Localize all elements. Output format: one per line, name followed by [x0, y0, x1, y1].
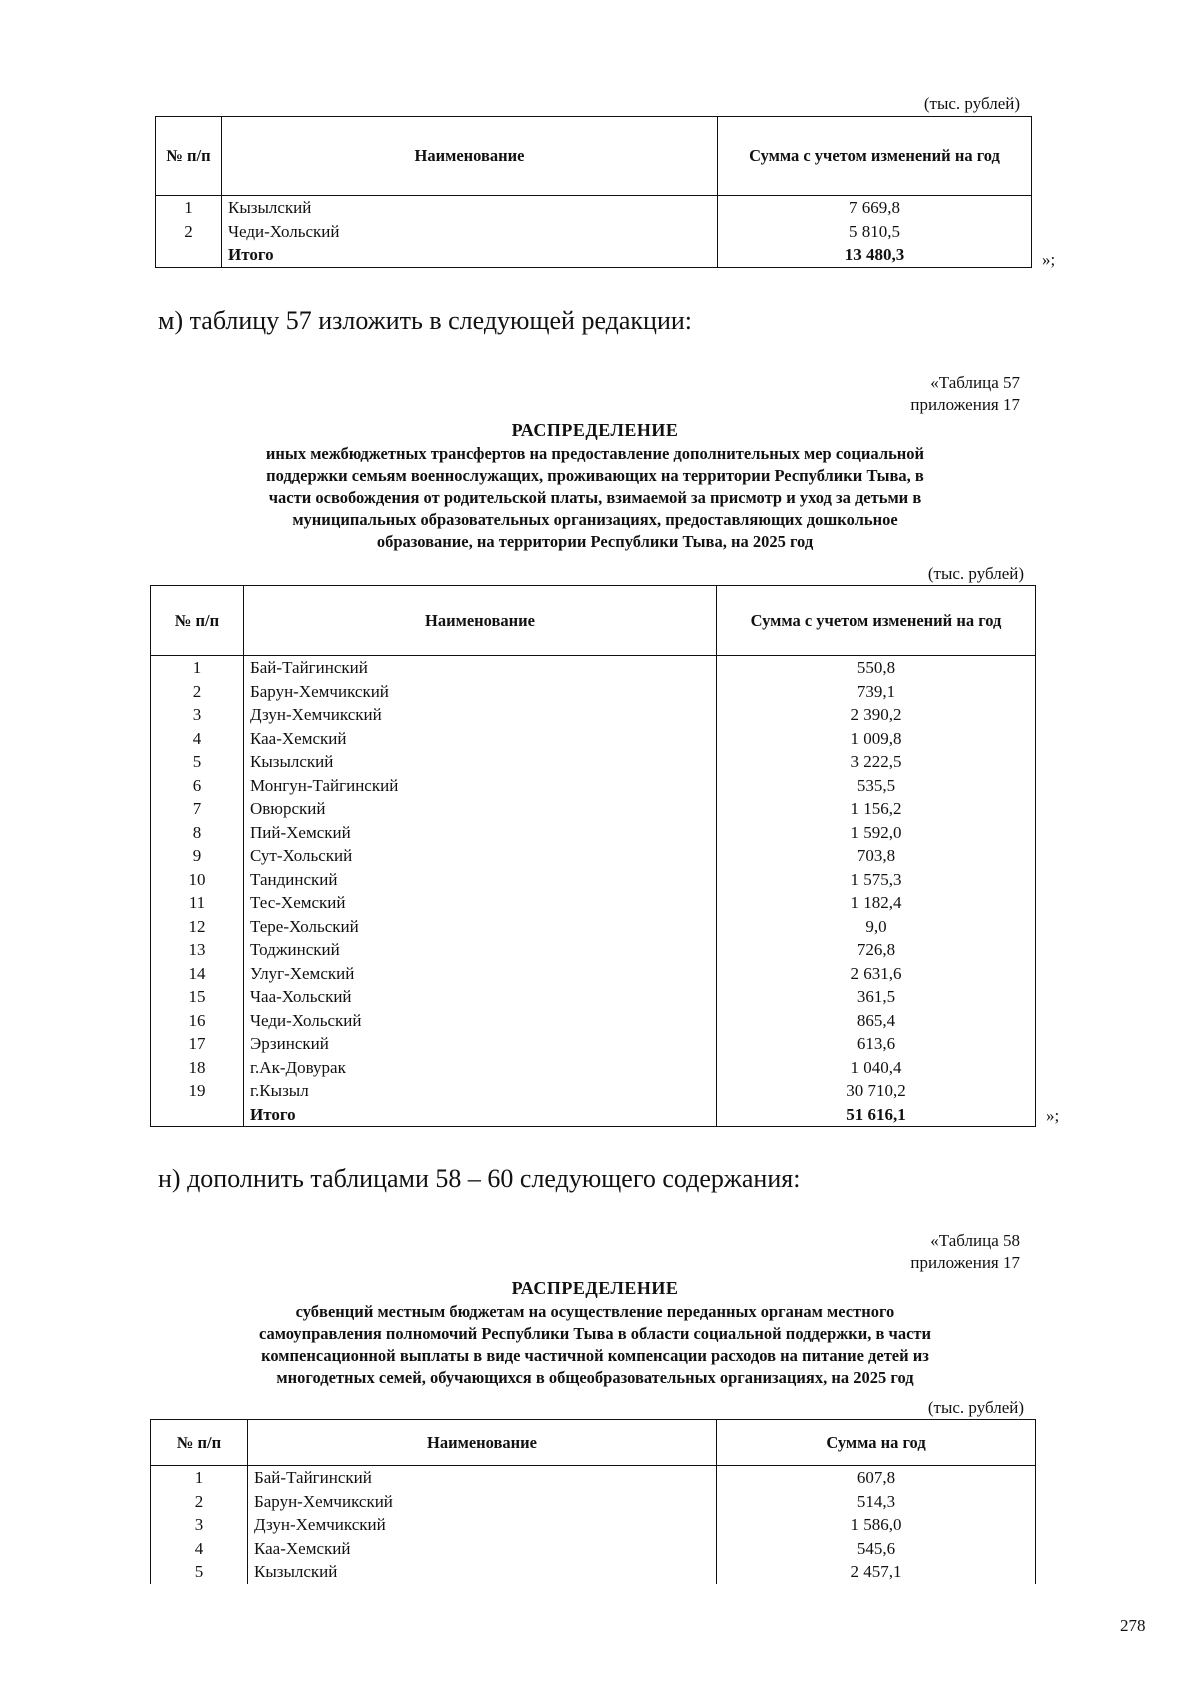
row-number: 16 [151, 1009, 244, 1033]
table-row [151, 797, 1036, 821]
top-table [155, 116, 1032, 268]
table58-caption-line2: приложения 17 [910, 1253, 1020, 1272]
row-name: Каа-Хемский [244, 727, 717, 751]
total-row [151, 1103, 1036, 1127]
table-row [151, 1490, 1036, 1514]
row-name: Кызылский [222, 196, 718, 220]
row-number: 2 [156, 220, 222, 244]
row-number: 19 [151, 1079, 244, 1103]
table57-caption-line2: приложения 17 [910, 395, 1020, 414]
table58-heading: РАСПРЕДЕЛЕНИЕ [511, 1278, 679, 1298]
row-amount: 5 810,5 [718, 220, 1032, 244]
row-number: 1 [156, 196, 222, 220]
col-header-amount: Сумма на год [717, 1420, 1036, 1466]
row-name: Тоджинский [244, 938, 717, 962]
row-amount: 30 710,2 [717, 1079, 1036, 1103]
row-amount: 3 222,5 [717, 750, 1036, 774]
row-number: 6 [151, 774, 244, 798]
row-number: 7 [151, 797, 244, 821]
table-row [151, 1056, 1036, 1080]
row-name: Каа-Хемский [248, 1537, 717, 1561]
total-row [156, 243, 1032, 267]
table-row [151, 703, 1036, 727]
row-amount: 1 156,2 [717, 797, 1036, 821]
table-row [151, 844, 1036, 868]
row-number: 1 [151, 1466, 248, 1490]
table-row [151, 774, 1036, 798]
row-amount: 607,8 [717, 1466, 1036, 1490]
table57-subtitle: иных межбюджетных трансфертов на предоставление дополнительных мер социальной поддержки семьям военнослужащих, проживающих на территории Республики Тыва, в части освобождения от родительской платы, взимаемой за присмотр и уход за детьми в муниципальных образовательных организациях, предоставляющих дошкольное образование, на территории Республики Тыва, на 2025 год [265, 444, 925, 551]
table57-heading: РАСПРЕДЕЛЕНИЕ [511, 420, 679, 440]
row-number: 5 [151, 1560, 248, 1584]
row-name: Тере-Хольский [244, 915, 717, 939]
col-header-number: № п/п [151, 1420, 248, 1466]
table-row [156, 196, 1032, 220]
row-number: 3 [151, 703, 244, 727]
total-label: Итого [244, 1103, 717, 1127]
table-row [151, 1560, 1036, 1584]
row-name: Бай-Тайгинский [248, 1466, 717, 1490]
table-row [151, 680, 1036, 704]
row-number: 4 [151, 727, 244, 751]
row-amount: 545,6 [717, 1537, 1036, 1561]
table-row [151, 1513, 1036, 1537]
row-name: Тандинский [244, 868, 717, 892]
table-row [151, 1466, 1036, 1490]
row-number: 17 [151, 1032, 244, 1056]
row-amount: 1 575,3 [717, 868, 1036, 892]
table-row [151, 868, 1036, 892]
row-amount: 1 040,4 [717, 1056, 1036, 1080]
row-name: Дзун-Хемчикский [248, 1513, 717, 1537]
row-name: Бай-Тайгинский [244, 656, 717, 680]
col-header-number: № п/п [151, 586, 244, 656]
row-amount: 613,6 [717, 1032, 1036, 1056]
table-row [151, 938, 1036, 962]
row-amount: 2 390,2 [717, 703, 1036, 727]
row-amount: 514,3 [717, 1490, 1036, 1514]
row-name: Овюрский [244, 797, 717, 821]
table57-closing: »; [1046, 1106, 1060, 1125]
row-number: 4 [151, 1537, 248, 1561]
table-row [151, 1009, 1036, 1033]
table-row [151, 891, 1036, 915]
table-row [151, 1079, 1036, 1103]
row-number: 1 [151, 656, 244, 680]
total-amount: 51 616,1 [717, 1103, 1036, 1127]
table-row [151, 915, 1036, 939]
col-header-amount: Сумма с учетом изменений на год [718, 117, 1032, 196]
top-table-closing: »; [1042, 250, 1056, 269]
row-amount: 1 586,0 [717, 1513, 1036, 1537]
row-amount: 703,8 [717, 844, 1036, 868]
total-label: Итого [222, 243, 718, 267]
row-name: Кызылский [244, 750, 717, 774]
instruction-n: н) дополнить таблицами 58 – 60 следующего содержания: [158, 1164, 801, 1193]
row-amount: 1 592,0 [717, 821, 1036, 845]
total-amount: 13 480,3 [718, 243, 1032, 267]
col-header-number: № п/п [156, 117, 222, 196]
row-name: Пий-Хемский [244, 821, 717, 845]
page-number: 278 [1120, 1616, 1146, 1635]
row-name: Чеди-Хольский [244, 1009, 717, 1033]
row-amount: 726,8 [717, 938, 1036, 962]
table57-unit: (тыс. рублей) [927, 564, 1024, 583]
table58-caption-line1: «Таблица 58 [930, 1231, 1020, 1250]
row-amount: 739,1 [717, 680, 1036, 704]
row-number: 2 [151, 1490, 248, 1514]
col-header-amount: Сумма с учетом изменений на год [717, 586, 1036, 656]
row-name: Дзун-Хемчикский [244, 703, 717, 727]
row-amount: 7 669,8 [718, 196, 1032, 220]
row-number: 12 [151, 915, 244, 939]
col-header-name: Наименование [222, 117, 718, 196]
table-row [151, 985, 1036, 1009]
top-table-unit: (тыс. рублей) [923, 94, 1020, 113]
row-amount: 865,4 [717, 1009, 1036, 1033]
row-name: г.Ак-Довурак [244, 1056, 717, 1080]
row-number: 14 [151, 962, 244, 986]
col-header-name: Наименование [248, 1420, 717, 1466]
row-name: Чаа-Хольский [244, 985, 717, 1009]
table58-subtitle: субвенций местным бюджетам на осуществление переданных органам местного самоуправления полномочий Республики Тыва в области социальной поддержки, в части компенсационной выплаты в виде частичной компенсации расходов на питание детей из многодетных семей, обучающихся в общеобразовательных организациях, на 2025 год [258, 1302, 932, 1387]
row-amount: 9,0 [717, 915, 1036, 939]
row-amount: 1 182,4 [717, 891, 1036, 915]
row-number: 8 [151, 821, 244, 845]
table-row [151, 821, 1036, 845]
table57-caption [720, 372, 1020, 416]
row-amount: 2 457,1 [717, 1560, 1036, 1584]
col-header-name: Наименование [244, 586, 717, 656]
table-row [151, 1032, 1036, 1056]
table58 [150, 1419, 1036, 1584]
table57-caption-line1: «Таблица 57 [930, 373, 1020, 392]
row-amount: 361,5 [717, 985, 1036, 1009]
row-number: 15 [151, 985, 244, 1009]
row-number: 18 [151, 1056, 244, 1080]
table-row [151, 962, 1036, 986]
row-name: Кызылский [248, 1560, 717, 1584]
row-name: Улуг-Хемский [244, 962, 717, 986]
row-number: 10 [151, 868, 244, 892]
row-name: г.Кызыл [244, 1079, 717, 1103]
row-amount: 550,8 [717, 656, 1036, 680]
row-name: Барун-Хемчикский [248, 1490, 717, 1514]
row-name: Барун-Хемчикский [244, 680, 717, 704]
row-amount: 535,5 [717, 774, 1036, 798]
row-number: 13 [151, 938, 244, 962]
table-row [151, 656, 1036, 680]
row-name: Эрзинский [244, 1032, 717, 1056]
row-number: 3 [151, 1513, 248, 1537]
row-number: 11 [151, 891, 244, 915]
row-amount: 1 009,8 [717, 727, 1036, 751]
row-number: 2 [151, 680, 244, 704]
table-row [151, 1537, 1036, 1561]
table-row [156, 220, 1032, 244]
table-row [151, 750, 1036, 774]
table58-unit: (тыс. рублей) [927, 1398, 1024, 1417]
row-name: Чеди-Хольский [222, 220, 718, 244]
row-name: Монгун-Тайгинский [244, 774, 717, 798]
row-name: Тес-Хемский [244, 891, 717, 915]
row-number: 9 [151, 844, 244, 868]
table58-caption [720, 1230, 1020, 1274]
instruction-m: м) таблицу 57 изложить в следующей редакции: [158, 306, 693, 335]
table57 [150, 585, 1036, 1127]
row-amount: 2 631,6 [717, 962, 1036, 986]
row-name: Сут-Хольский [244, 844, 717, 868]
row-number: 5 [151, 750, 244, 774]
table-row [151, 727, 1036, 751]
